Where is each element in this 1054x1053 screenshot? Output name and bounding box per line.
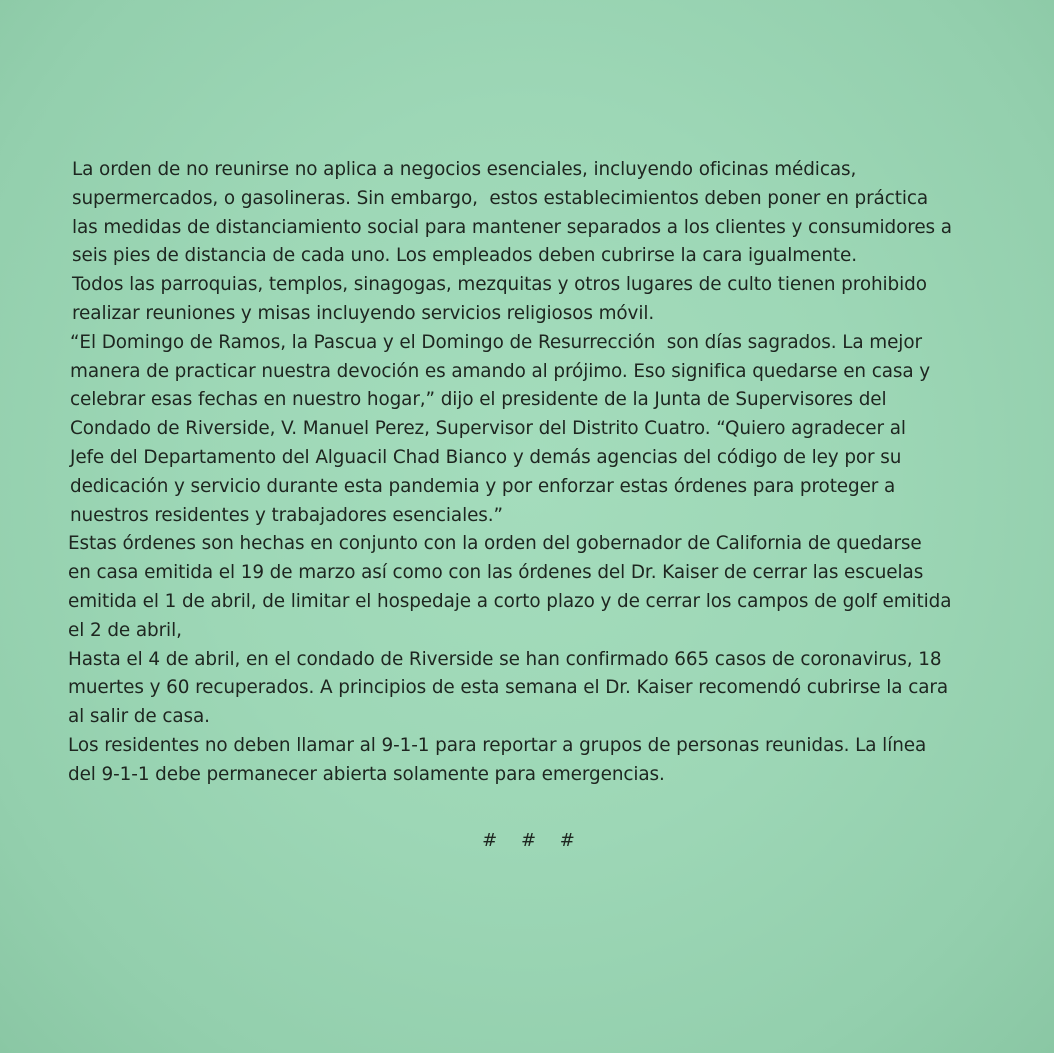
text-line: seis pies de distancia de cada uno. Los empleados deben cubrirse la cara igualmente. xyxy=(72,245,857,267)
text-line: muertes y 60 recuperados. A principios de esta semana el Dr. Kaiser recomendó cubrirse la cara xyxy=(68,677,949,699)
text-line: emitida el 1 de abril, de limitar el hospedaje a corto plazo y de cerrar los campos de golf emitida xyxy=(68,590,952,612)
text-line: Los residentes no deben llamar al 9-1-1 para reportar a grupos de personas reunidas. La línea xyxy=(68,734,927,756)
text-line: el 2 de abril, xyxy=(68,619,182,641)
text-line: al salir de casa. xyxy=(68,706,210,728)
text-line: celebrar esas fechas en nuestro hogar,” dijo el presidente de la Junta de Supervisores del xyxy=(70,389,887,411)
text-line: las medidas de distanciamiento social para mantener separados a los clientes y consumidores a xyxy=(72,216,952,238)
text-line: Jefe del Departamento del Alguacil Chad Bianco y demás agencias del código de ley por su xyxy=(70,446,902,468)
text-line: en casa emitida el 19 de marzo así como con las órdenes del Dr. Kaiser de cerrar las escuelas xyxy=(68,562,924,584)
text-line: Estas órdenes son hechas en conjunto con la orden del gobernador de California de quedarse xyxy=(68,533,922,555)
text-line: supermercados, o gasolineras. Sin embargo, estos establecimientos deben poner en práctica xyxy=(72,187,929,209)
text-line: “El Domingo de Ramos, la Pascua y el Domingo de Resurrección son días sagrados. La mejor xyxy=(70,331,922,353)
text-line: realizar reuniones y misas incluyendo servicios religiosos móvil. xyxy=(72,302,655,324)
text-line: nuestros residentes y trabajadores esenciales.” xyxy=(70,504,503,526)
text-line: del 9-1-1 debe permanecer abierta solamente para emergencias. xyxy=(68,763,665,785)
text-line: Todos las parroquias, templos, sinagogas, mezquitas y otros lugares de culto tienen prohibido xyxy=(72,274,927,296)
end-of-release-mark: # # # xyxy=(482,830,584,851)
text-line: manera de practicar nuestra devoción es amando al prójimo. Eso significa quedarse en casa y xyxy=(70,360,931,382)
text-line: Condado de Riverside, V. Manuel Perez, Supervisor del Distrito Cuatro. “Quiero agradecer al xyxy=(70,418,906,440)
text-line: Hasta el 4 de abril, en el condado de Riverside se han confirmado 665 casos de coronavirus, 18 xyxy=(68,648,942,670)
press-release-body xyxy=(67,156,1017,790)
text-line: La orden de no reunirse no aplica a negocios esenciales, incluyendo oficinas médicas, xyxy=(72,159,857,180)
text-line: dedicación y servicio durante esta pandemia y por enforzar estas órdenes para proteger a xyxy=(70,475,896,497)
